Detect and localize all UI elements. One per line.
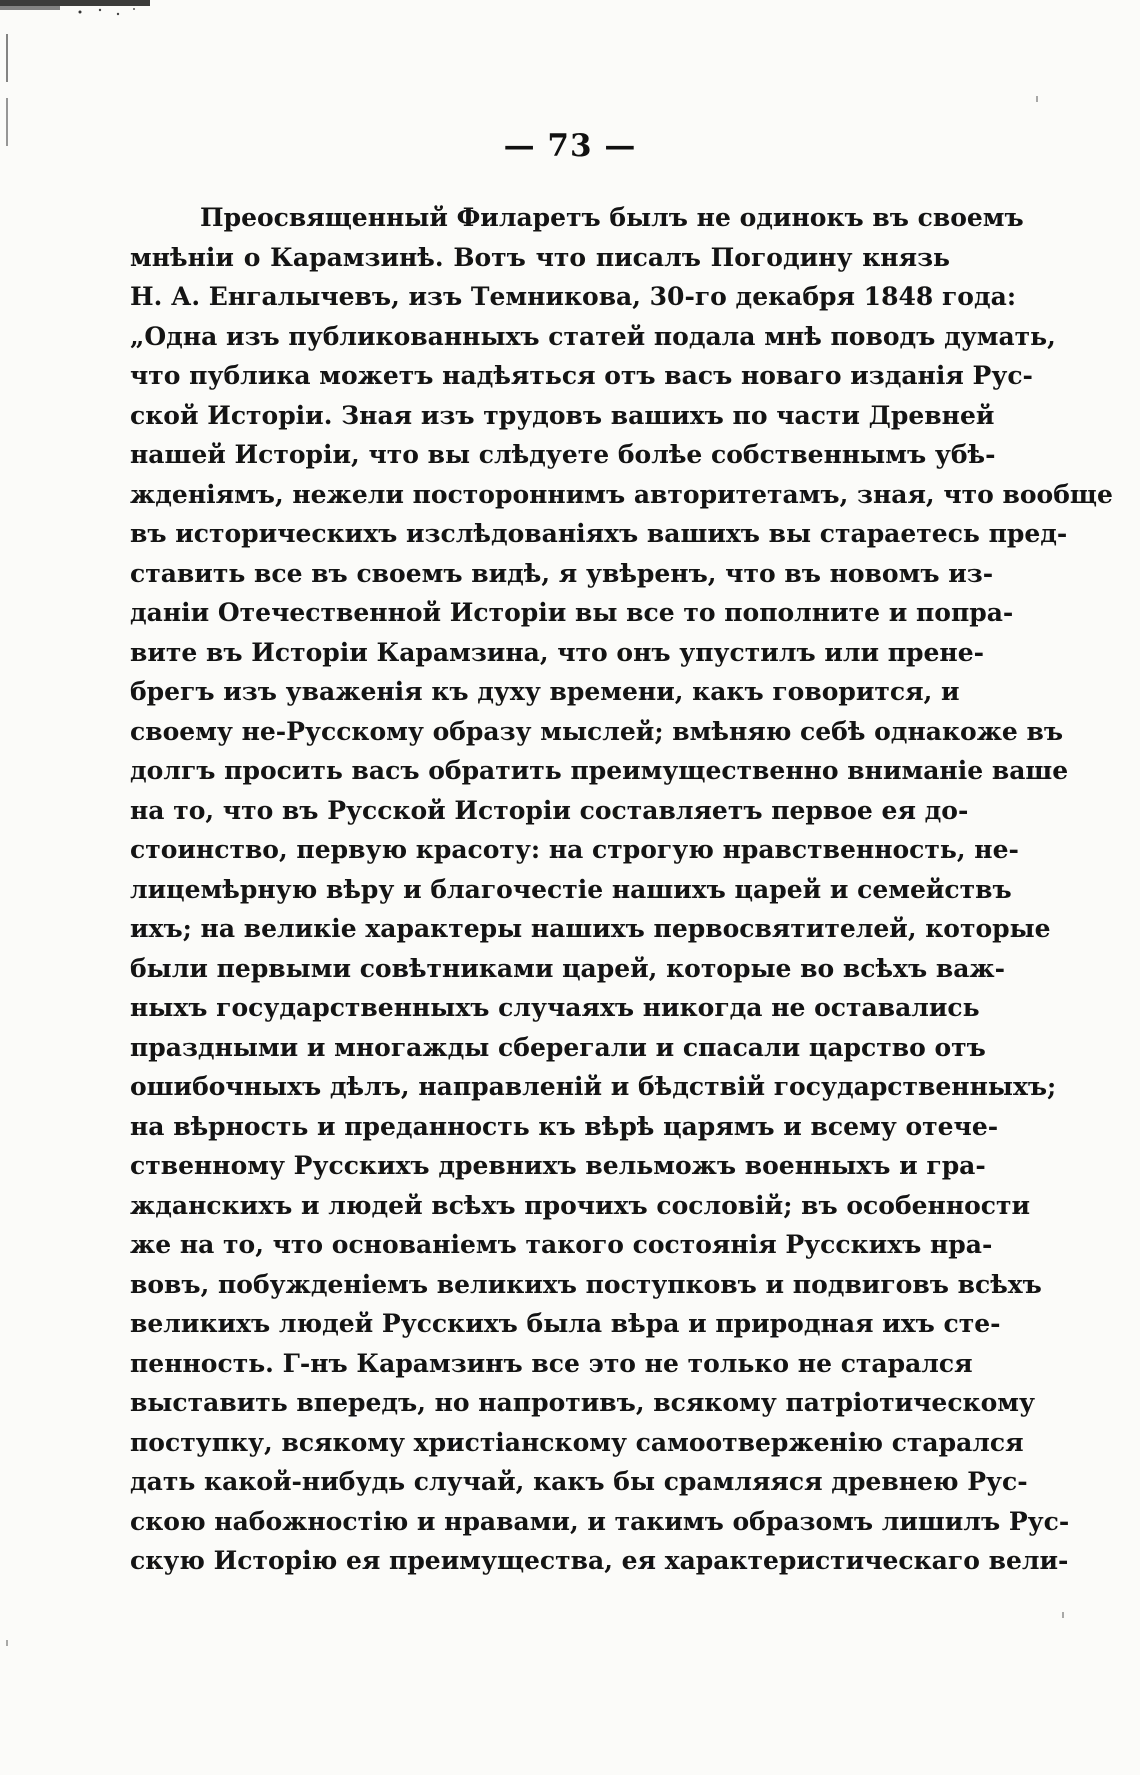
text-line: праздными и многажды сберегали и спасали царство отъ	[130, 1032, 986, 1062]
text-line: поступку, всякому христіанскому самоотверженію старался	[130, 1427, 1024, 1457]
text-line: ихъ; на великіе характеры нашихъ первосвятителей, которые	[130, 914, 1051, 943]
page-number: — 73 —	[503, 128, 637, 164]
text-line: выставить впередъ, но напротивъ, всякому патріотическому	[130, 1388, 1036, 1417]
text-line: скою набожностію и нравами, и такимъ образомъ лишилъ Рус-	[130, 1506, 1070, 1536]
text-line: жданскихъ и людей всѣхъ прочихъ сословій; въ особенности	[130, 1190, 1031, 1220]
text-line: же на то, что основаніемъ такого состоянія Русскихъ нра-	[130, 1230, 993, 1259]
text-line: дать какой-нибудь случай, какъ бы срамляяся древнею Рус-	[130, 1467, 1028, 1496]
text-line: были первыми совѣтниками царей, которые во всѣхъ важ-	[130, 953, 1006, 983]
body-text	[130, 198, 1113, 1581]
scan-left-edge-mark	[6, 34, 8, 194]
text-line: на вѣрность и преданность къ вѣрѣ царямъ и всему отече-	[130, 1111, 999, 1141]
text-line: вовъ, побужденіемъ великихъ поступковъ и подвиговъ всѣхъ	[130, 1269, 1042, 1299]
text-line: „Одна изъ публикованныхъ статей подала мнѣ поводъ думать,	[130, 321, 1056, 351]
text-line: ныхъ государственныхъ случаяхъ никогда не оставались	[130, 993, 980, 1022]
text-line: даніи Отечественной Исторіи вы все то пополните и попра-	[130, 598, 1014, 627]
text-line: мнѣніи о Карамзинѣ. Вотъ что писалъ Погодину князь	[130, 242, 950, 272]
text-line: ошибочныхъ дѣлъ, направленій и бѣдствій государственныхъ;	[130, 1072, 1057, 1101]
text-line: великихъ людей Русскихъ была вѣра и природная ихъ сте-	[130, 1309, 1001, 1338]
text-line: что публика можетъ надѣяться отъ васъ новаго изданія Рус-	[130, 361, 1033, 390]
text-line: нашей Исторіи, что вы слѣдуете болѣе собственнымъ убѣ-	[130, 440, 996, 469]
scan-corner-mark	[0, 0, 150, 30]
text-line: брегъ изъ уваженія къ духу времени, какъ говорится, и	[130, 677, 960, 706]
text-line: скую Исторію ея преимущества, ея характеристическаго вели-	[130, 1546, 1069, 1575]
text-line: своему не-Русскому образу мыслей; вмѣняю себѣ однакоже въ	[130, 716, 1064, 746]
scan-right-edge-speck	[1036, 96, 1038, 102]
text-line: жденіямъ, нежели постороннимъ авторитетамъ, зная, что вообще	[130, 479, 1113, 509]
text-line: стоинство, первую красоту: на строгую нравственность, не-	[130, 835, 1019, 864]
text-line: на то, что въ Русской Исторіи составляетъ первое ея до-	[130, 795, 969, 825]
text-line: ставить все въ своемъ видѣ, я увѣренъ, что въ новомъ из-	[130, 558, 994, 588]
scan-left-edge-speck	[6, 1640, 8, 1646]
text-line: Н. А. Енгалычевъ, изъ Темникова, 30-го декабря 1848 года:	[130, 282, 1017, 311]
text-line: вите въ Исторіи Карамзина, что онъ упустилъ или прене-	[130, 637, 985, 667]
text-line: долгъ просить васъ обратить преимущественно вниманіе ваше	[130, 756, 1069, 785]
text-line: ской Исторіи. Зная изъ трудовъ вашихъ по части Древней	[130, 400, 995, 430]
text-line: Преосвященный Филаретъ былъ не одинокъ въ своемъ	[200, 203, 1024, 232]
scan-right-edge-speck	[1062, 1612, 1064, 1618]
text-line: лицемѣрную вѣру и благочестіе нашихъ царей и семействъ	[130, 874, 1012, 904]
text-line: ственному Русскихъ древнихъ вельможъ военныхъ и гра-	[130, 1151, 986, 1180]
text-line: въ историческихъ изслѣдованіяхъ вашихъ вы стараетесь пред-	[130, 519, 1068, 548]
text-line: пенность. Г-нъ Карамзинъ все это не только не старался	[130, 1348, 973, 1378]
